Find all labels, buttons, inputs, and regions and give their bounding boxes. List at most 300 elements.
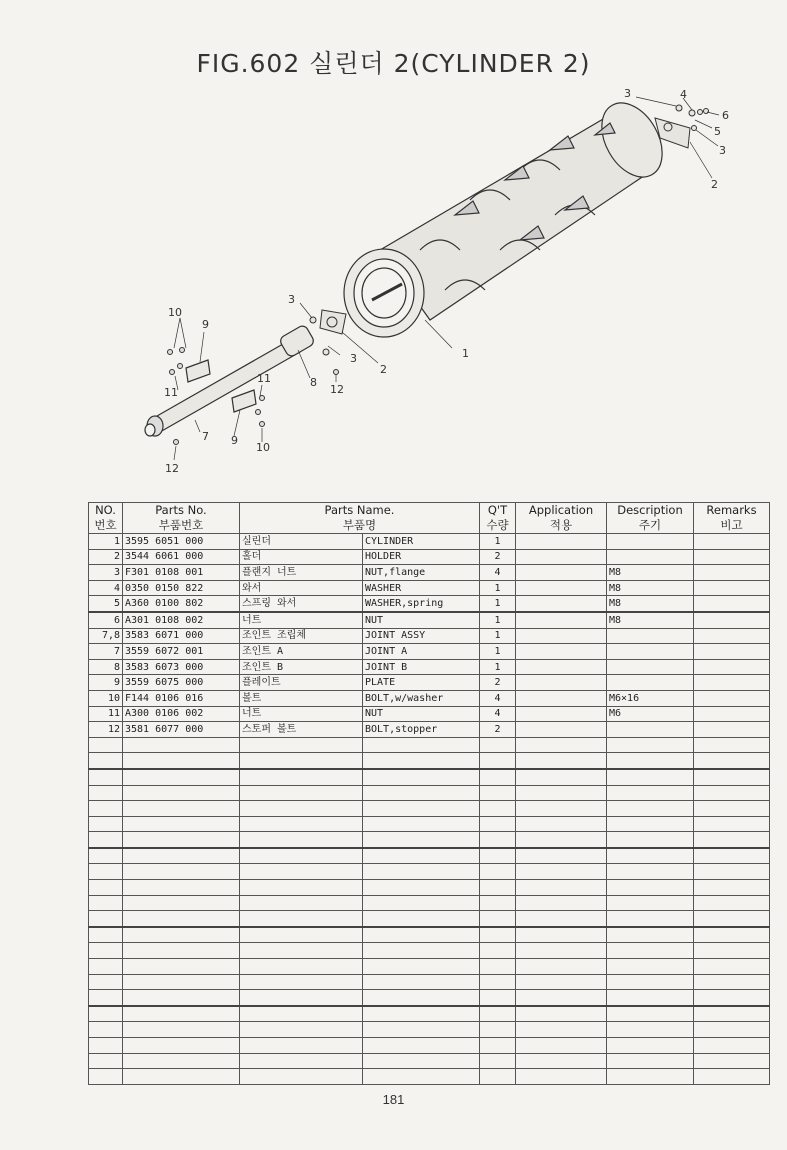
cell-name-ko: 조인트 조립체 [240, 628, 363, 644]
cell-part-no [123, 974, 240, 990]
cell-name-ko [240, 895, 363, 911]
callout-12: 12 [330, 383, 344, 396]
cell-no: 12 [89, 722, 123, 738]
cell-part-no [123, 864, 240, 880]
cell-app [516, 848, 607, 864]
table-row [89, 801, 770, 817]
table-row [89, 737, 770, 753]
cell-part-no: 3595 6051 000 [123, 534, 240, 550]
cylinder-drawing [344, 92, 675, 337]
cell-part-no [123, 880, 240, 896]
cell-name-en: WASHER [363, 580, 480, 596]
cell-no [89, 1006, 123, 1022]
cell-app [516, 565, 607, 581]
cell-no [89, 911, 123, 927]
cell-app [516, 974, 607, 990]
cell-desc [607, 675, 694, 691]
header-parts-no: Parts No. 부품번호 [123, 503, 240, 534]
table-row [89, 596, 770, 612]
cell-part-no: 3544 6061 000 [123, 549, 240, 565]
cell-name-en [363, 1022, 480, 1038]
cell-part-no: 3559 6075 000 [123, 675, 240, 691]
callout-2: 2 [711, 178, 718, 191]
table-row [89, 753, 770, 769]
cell-desc [607, 864, 694, 880]
cell-rem [694, 832, 770, 848]
cell-qty: 2 [480, 722, 516, 738]
cell-app [516, 644, 607, 660]
cell-rem [694, 769, 770, 785]
cell-qty [480, 785, 516, 801]
table-row [89, 612, 770, 628]
cell-qty: 1 [480, 628, 516, 644]
cell-rem [694, 628, 770, 644]
cell-no [89, 785, 123, 801]
cell-part-no: A301 0108 002 [123, 612, 240, 628]
cell-desc [607, 722, 694, 738]
cell-no: 4 [89, 580, 123, 596]
cell-name-en: BOLT,w/washer [363, 690, 480, 706]
cell-no: 1 [89, 534, 123, 550]
cell-rem [694, 1069, 770, 1085]
table-row [89, 1038, 770, 1054]
cell-name-en [363, 974, 480, 990]
cell-rem [694, 659, 770, 675]
table-row [89, 959, 770, 975]
cell-desc [607, 1006, 694, 1022]
cell-desc [607, 974, 694, 990]
cell-app [516, 612, 607, 628]
cell-rem [694, 1053, 770, 1069]
cell-name-ko [240, 816, 363, 832]
cell-part-no [123, 990, 240, 1006]
cell-app [516, 864, 607, 880]
cell-name-en: NUT [363, 706, 480, 722]
cell-qty: 1 [480, 644, 516, 660]
cell-name-ko [240, 974, 363, 990]
cell-desc: M6 [607, 706, 694, 722]
cell-qty: 1 [480, 580, 516, 596]
cell-desc: M8 [607, 596, 694, 612]
cell-part-no: F144 0106 016 [123, 690, 240, 706]
cell-qty [480, 943, 516, 959]
cell-app [516, 534, 607, 550]
cell-desc [607, 959, 694, 975]
cell-name-ko [240, 737, 363, 753]
cell-desc: M8 [607, 612, 694, 628]
cell-rem [694, 565, 770, 581]
cell-app [516, 816, 607, 832]
cell-qty [480, 753, 516, 769]
cell-name-en: CYLINDER [363, 534, 480, 550]
cell-name-ko: 플레이트 [240, 675, 363, 691]
cell-name-ko [240, 785, 363, 801]
cell-rem [694, 549, 770, 565]
cell-rem [694, 534, 770, 550]
callout-3: 3 [719, 144, 726, 157]
cell-app [516, 659, 607, 675]
cell-name-ko [240, 801, 363, 817]
header-qty: Q'T 수량 [480, 503, 516, 534]
cell-rem [694, 911, 770, 927]
cell-desc [607, 1069, 694, 1085]
cell-rem [694, 880, 770, 896]
cell-name-ko [240, 943, 363, 959]
cell-name-en: NUT [363, 612, 480, 628]
cell-name-en [363, 1038, 480, 1054]
table-row [89, 895, 770, 911]
cell-desc [607, 848, 694, 864]
callout-11: 11 [257, 372, 271, 385]
cell-qty [480, 959, 516, 975]
cell-no: 7,8 [89, 628, 123, 644]
cell-rem [694, 596, 770, 612]
cell-no [89, 943, 123, 959]
cell-app [516, 675, 607, 691]
cell-name-en [363, 848, 480, 864]
cell-no [89, 974, 123, 990]
table-row [89, 675, 770, 691]
cell-part-no [123, 769, 240, 785]
callout-10: 10 [168, 306, 182, 319]
cell-name-ko: 스프링 와서 [240, 596, 363, 612]
cell-desc: M8 [607, 580, 694, 596]
cell-app [516, 990, 607, 1006]
cell-part-no [123, 785, 240, 801]
cell-name-ko [240, 848, 363, 864]
cell-name-ko [240, 769, 363, 785]
table-row [89, 549, 770, 565]
header-description: Description 주기 [607, 503, 694, 534]
cell-name-ko [240, 1069, 363, 1085]
cell-no [89, 1038, 123, 1054]
table-row [89, 534, 770, 550]
callout-1: 1 [462, 347, 469, 360]
cell-rem [694, 974, 770, 990]
cell-name-en: WASHER,spring [363, 596, 480, 612]
cell-name-en: BOLT,stopper [363, 722, 480, 738]
cell-name-en [363, 832, 480, 848]
callout-5: 5 [714, 125, 721, 138]
cell-qty [480, 864, 516, 880]
cell-desc [607, 659, 694, 675]
cell-no: 5 [89, 596, 123, 612]
cell-qty: 1 [480, 612, 516, 628]
cell-desc [607, 927, 694, 943]
cell-app [516, 722, 607, 738]
cell-desc [607, 943, 694, 959]
table-row [89, 769, 770, 785]
cell-rem [694, 644, 770, 660]
callout-9: 9 [231, 434, 238, 447]
cell-desc [607, 1038, 694, 1054]
cell-app [516, 911, 607, 927]
cell-desc [607, 816, 694, 832]
table-row [89, 943, 770, 959]
cell-name-en: JOINT ASSY [363, 628, 480, 644]
cell-part-no [123, 895, 240, 911]
cell-name-ko [240, 990, 363, 1006]
cell-name-en [363, 895, 480, 911]
table-row [89, 690, 770, 706]
cell-app [516, 549, 607, 565]
callout-11: 11 [164, 386, 178, 399]
cell-no [89, 959, 123, 975]
cell-qty: 2 [480, 549, 516, 565]
cell-app [516, 753, 607, 769]
cell-part-no [123, 848, 240, 864]
cell-name-en [363, 911, 480, 927]
cell-rem [694, 785, 770, 801]
cell-name-ko: 조인트 A [240, 644, 363, 660]
cell-part-no [123, 753, 240, 769]
cell-desc [607, 832, 694, 848]
cell-part-no: 3583 6071 000 [123, 628, 240, 644]
table-row [89, 722, 770, 738]
cell-qty [480, 816, 516, 832]
header-remarks: Remarks 비고 [694, 503, 770, 534]
cell-rem [694, 675, 770, 691]
cell-name-en [363, 785, 480, 801]
table-row [89, 644, 770, 660]
table-row [89, 880, 770, 896]
cell-qty [480, 895, 516, 911]
cell-rem [694, 612, 770, 628]
cell-desc [607, 737, 694, 753]
cell-name-en: PLATE [363, 675, 480, 691]
callout-3: 3 [624, 87, 631, 100]
cell-qty [480, 1053, 516, 1069]
cell-rem [694, 690, 770, 706]
cell-no [89, 895, 123, 911]
cell-rem [694, 943, 770, 959]
cell-part-no: 3581 6077 000 [123, 722, 240, 738]
cell-qty: 1 [480, 596, 516, 612]
left-holder-drawing [310, 310, 346, 355]
table-row [89, 864, 770, 880]
cell-app [516, 880, 607, 896]
cell-desc [607, 911, 694, 927]
cell-name-ko: 와서 [240, 580, 363, 596]
cell-no: 9 [89, 675, 123, 691]
cell-desc [607, 753, 694, 769]
table-row [89, 785, 770, 801]
cell-part-no: A360 0100 802 [123, 596, 240, 612]
callout-10: 10 [256, 441, 270, 454]
cell-part-no [123, 1038, 240, 1054]
callout-8: 8 [310, 376, 317, 389]
cell-part-no [123, 816, 240, 832]
cell-part-no: A300 0106 002 [123, 706, 240, 722]
cell-qty: 4 [480, 690, 516, 706]
table-row [89, 1069, 770, 1085]
cell-part-no [123, 943, 240, 959]
cell-app [516, 832, 607, 848]
cell-name-en: JOINT B [363, 659, 480, 675]
cell-desc [607, 880, 694, 896]
cell-part-no [123, 832, 240, 848]
cell-name-en [363, 816, 480, 832]
cell-rem [694, 927, 770, 943]
cell-rem [694, 1022, 770, 1038]
cell-app [516, 801, 607, 817]
cell-name-en [363, 801, 480, 817]
cell-part-no [123, 1006, 240, 1022]
cell-name-en [363, 737, 480, 753]
cell-name-en: NUT,flange [363, 565, 480, 581]
cell-qty [480, 990, 516, 1006]
table-row [89, 974, 770, 990]
table-row [89, 565, 770, 581]
cell-app [516, 769, 607, 785]
cell-qty [480, 911, 516, 927]
table-row [89, 706, 770, 722]
cell-desc [607, 801, 694, 817]
cell-app [516, 706, 607, 722]
header-parts-name: Parts Name. 부품명 [240, 503, 480, 534]
cell-no [89, 769, 123, 785]
cell-no [89, 1069, 123, 1085]
cell-qty [480, 801, 516, 817]
cell-no [89, 753, 123, 769]
cell-rem [694, 895, 770, 911]
cell-app [516, 628, 607, 644]
exploded-parts-diagram [0, 0, 787, 490]
cell-part-no [123, 927, 240, 943]
cell-name-en [363, 769, 480, 785]
cell-qty: 1 [480, 534, 516, 550]
cell-no: 8 [89, 659, 123, 675]
table-row [89, 580, 770, 596]
cell-part-no [123, 911, 240, 927]
shaft-drawing [145, 324, 315, 436]
callout-6: 6 [722, 109, 729, 122]
cell-name-ko [240, 1053, 363, 1069]
cell-name-ko [240, 911, 363, 927]
cell-no: 3 [89, 565, 123, 581]
cell-app [516, 1022, 607, 1038]
cell-name-en [363, 1069, 480, 1085]
cell-no [89, 990, 123, 1006]
cell-qty: 2 [480, 675, 516, 691]
cell-part-no [123, 737, 240, 753]
cell-no: 2 [89, 549, 123, 565]
cell-name-ko [240, 927, 363, 943]
cell-part-no [123, 801, 240, 817]
cell-name-ko: 스토퍼 볼트 [240, 722, 363, 738]
cell-qty [480, 1022, 516, 1038]
cell-name-ko [240, 1006, 363, 1022]
cell-name-ko: 플랜지 너트 [240, 565, 363, 581]
cell-no [89, 927, 123, 943]
cell-no [89, 832, 123, 848]
table-row [89, 816, 770, 832]
cell-qty [480, 974, 516, 990]
cell-name-en [363, 959, 480, 975]
cell-app [516, 1038, 607, 1054]
cell-part-no: F301 0108 001 [123, 565, 240, 581]
cell-desc [607, 628, 694, 644]
cell-name-ko [240, 1038, 363, 1054]
cell-rem [694, 706, 770, 722]
cell-no [89, 816, 123, 832]
callout-9: 9 [202, 318, 209, 331]
cell-qty: 4 [480, 706, 516, 722]
cell-part-no: 3583 6073 000 [123, 659, 240, 675]
cell-app [516, 1053, 607, 1069]
table-row [89, 628, 770, 644]
cell-part-no [123, 1053, 240, 1069]
cell-desc [607, 644, 694, 660]
cell-rem [694, 722, 770, 738]
table-row [89, 927, 770, 943]
cell-desc: M8 [607, 565, 694, 581]
cell-name-ko: 조인트 B [240, 659, 363, 675]
cell-name-ko [240, 880, 363, 896]
cell-no: 11 [89, 706, 123, 722]
cell-qty [480, 832, 516, 848]
table-row [89, 1006, 770, 1022]
cell-name-en: HOLDER [363, 549, 480, 565]
figure-title: FIG.602 실린더 2(CYLINDER 2) [196, 49, 591, 78]
page-number: 181 [382, 1092, 405, 1107]
cell-desc [607, 990, 694, 1006]
cell-part-no [123, 1022, 240, 1038]
cell-qty: 1 [480, 659, 516, 675]
table-row [89, 832, 770, 848]
cell-app [516, 690, 607, 706]
cell-no [89, 864, 123, 880]
cell-no [89, 801, 123, 817]
cell-app [516, 737, 607, 753]
cell-name-en [363, 753, 480, 769]
cell-qty [480, 1038, 516, 1054]
cell-rem [694, 864, 770, 880]
callout-12: 12 [165, 462, 179, 475]
cell-rem [694, 753, 770, 769]
cell-name-ko: 너트 [240, 706, 363, 722]
cell-app [516, 959, 607, 975]
cell-part-no [123, 1069, 240, 1085]
cell-no [89, 848, 123, 864]
cell-desc [607, 549, 694, 565]
cell-rem [694, 990, 770, 1006]
cell-name-en [363, 990, 480, 1006]
cell-qty [480, 848, 516, 864]
cell-desc [607, 895, 694, 911]
cell-name-ko [240, 959, 363, 975]
cell-rem [694, 848, 770, 864]
parts-table [88, 502, 770, 1085]
cell-qty [480, 737, 516, 753]
cell-part-no [123, 959, 240, 975]
header-application: Application 적용 [516, 503, 607, 534]
table-row [89, 911, 770, 927]
cell-name-ko [240, 1022, 363, 1038]
callout-4: 4 [680, 88, 687, 101]
cell-rem [694, 1006, 770, 1022]
cell-name-ko [240, 864, 363, 880]
table-header-row [89, 503, 770, 534]
cell-qty [480, 880, 516, 896]
cell-no: 10 [89, 690, 123, 706]
cell-rem [694, 580, 770, 596]
cell-name-ko [240, 753, 363, 769]
cell-name-en [363, 1006, 480, 1022]
cell-rem [694, 801, 770, 817]
cell-app [516, 927, 607, 943]
callout-7: 7 [202, 430, 209, 443]
